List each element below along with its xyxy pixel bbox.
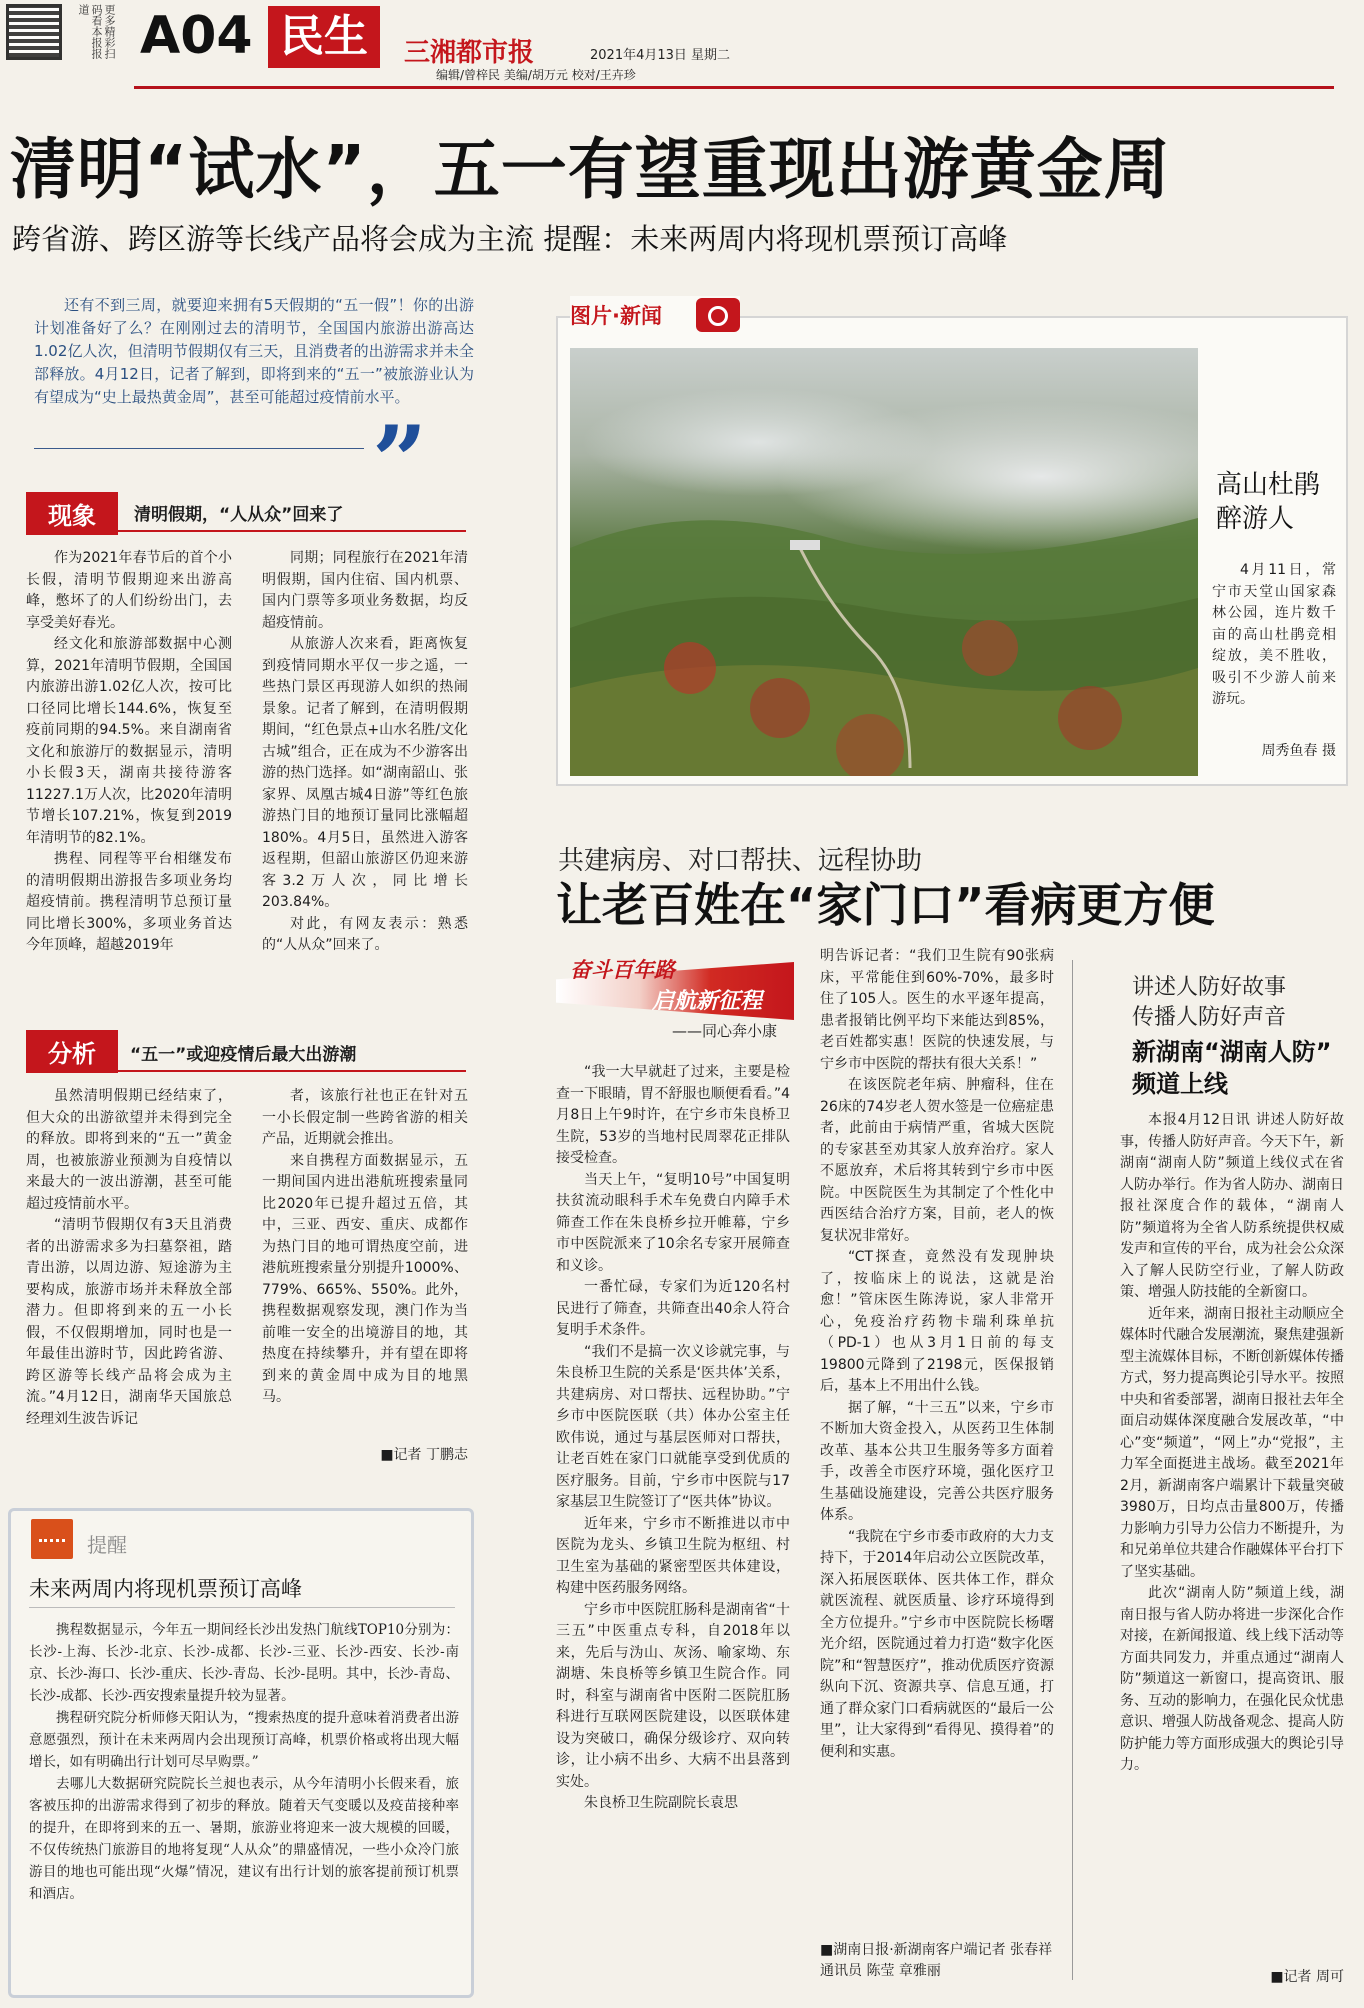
health-kicker: 共建病房、对口帮扶、远程协助 <box>558 846 923 876</box>
badge-line2: 启航新征程 <box>652 989 763 1014</box>
paragraph: 近年来，宁乡市不断推进以市中医院为龙头、乡镇卫生院为枢纽、村卫生室为基础的紧密型医共体建设，构建中医药服务网络。 <box>556 1515 790 1596</box>
paragraph: “我们不是搞一次义诊就完事，与朱良桥卫生院的关系是‘医共体’关系，共建病房、对口帮扶、远程协助。”宁乡市中医院医联（共）体办公室主任欧伟说，通过与基层医师对口帮扶，让老百姓在家门口就能享受到优质的医疗服务。目前，宁乡市中医院与17家基层卫生院签订了“医共体”协议。 <box>556 1343 790 1510</box>
health-title: 让老百姓在“家门口”看病更方便 <box>556 878 1215 932</box>
rf-line4: 频道上线 <box>1132 1070 1228 1098</box>
paragraph: 经文化和旅游部数据中心测算，2021年清明节假期，全国国内旅游出游1.02亿人次，按可比口径同比增长144.6%，恢复至疫前同期的94.5%。来自湖南省文化和旅游厅的数据显示，清明小长假3天，湖南共接待游客11227.1万人次，比2020年清明节增长107.21%，恢复到2019年清明节的82.1%。 <box>26 636 232 846</box>
paragraph: 据了解，“十三五”以来，宁乡市不断加大资金投入，从医药卫生体制改革、基本公共卫生服务等多方面着手，改善全市医疗环境，强化医疗卫生基础设施建设，完善公共医疗服务体系。 <box>820 1399 1054 1523</box>
xianxiang-col1 <box>26 548 232 957</box>
health-col1 <box>556 1062 790 1815</box>
reminder-rule <box>29 1607 455 1608</box>
reminder-icon <box>31 1519 73 1559</box>
paragraph: 者，该旅行社也正在针对五一小长假定制一些跨省游的相关产品，近期就会推出。 <box>262 1088 468 1147</box>
lead-text: 还有不到三周，就要迎来拥有5天假期的“五一假”！你的出游计划准备好了么？在刚刚过去的清明节，全国国内旅游出游高达1.02亿人次，但清明节假期仅有三天，且消费者的出游需求并未全部释放。4月12日，记者了解到，即将到来的“五一”被旅游业认为有望成为“史上最热黄金周”，甚至可能超过疫情前水平。 <box>34 296 474 406</box>
rf-line2: 传播人防好声音 <box>1132 1005 1287 1030</box>
qr-caption: 更多精彩扫码看本报报道 <box>77 4 116 59</box>
rf-body <box>1120 1110 1344 1777</box>
paragraph: “CT探查，竟然没有发现肿块了，按临床上的说法，这就是治愈！”管床医生陈涛说，家人非常开心，免疫治疗药物卡瑞利珠单抗（PD-1）也从3月1日前的每支19800元降到了2198元，医保报销后，基本上不用出什么钱。 <box>820 1249 1054 1394</box>
health-byline: ■湖南日报·新湖南客户端记者 张春祥 通讯员 陈莹 章雅丽 <box>820 1942 1053 1979</box>
paragraph: 此次“湖南人防”频道上线，湖南日报与省人防办将进一步深化合作对接，在新闻报道、线上线下活动等方面共同发力，并重点通过“湖南人防”频道这一新窗口，提高资讯、服务、互动的影响力，在强化民众忧患意识、增强人防战备观念、提高人防防护能力等方面形成强大的舆论引导力。 <box>1120 1585 1344 1773</box>
photo-news-tag-label: 图片·新闻 <box>570 304 662 328</box>
paragraph: “我一大早就赶了过来，主要是检查一下眼睛，胃不舒服也顺便看看。”4月8日上午9时许，在宁乡市朱良桥卫生院，53岁的当地村民周翠花正排队接受检查。 <box>556 1064 790 1166</box>
photo-credit: 周秀鱼春 摄 <box>1261 743 1336 759</box>
reminder-title: 未来两周内将现机票预订高峰 <box>29 1577 302 1601</box>
paper-name: 三湘都市报 <box>404 38 535 68</box>
fenxi-rule <box>26 1070 466 1072</box>
fenxi-byline: ■记者 丁鹏志 <box>380 1447 468 1463</box>
photo-caption <box>1212 560 1336 711</box>
paragraph: “我院在宁乡市委市政府的大力支持下，于2014年启动公立医院改革，深入拓展医联体、医共体工作，群众就医流程、就医质量、诊疗环境得到全方位提升。”宁乡市中医院院长杨曙光介绍，医院通过着力打造“数字化医院”和“智慧医疗”，推动优质医疗资源纵向下沉、资源共享、信息互通，打通了群众家门口看病就医的“最后一公里”，让大家得到“看得见、摸得着”的便利和实惠。 <box>820 1528 1054 1760</box>
reminder-box <box>8 1508 474 1998</box>
page-number: A04 <box>140 6 253 66</box>
sub-headline: 跨省游、跨区游等长线产品将会成为主流 提醒：未来两周内将现机票预订高峰 <box>12 222 1008 256</box>
reminder-tag: 提醒 <box>87 1533 127 1557</box>
fenxi-title: “五一”或迎疫情后最大出游潮 <box>130 1045 357 1065</box>
paragraph: “清明节假期仅有3天且消费者的出游需求多为扫墓祭祖，踏青出游，以周边游、短途游为主要构成，旅游市场并未释放全部潜力。但即将到来的五一小长假，不仅假期增加，同时也是一年最佳出游时节，因此跨省游、跨区游等长线产品将会成为主流。”4月12日，湖南华天国旅总经理刘生波告诉记 <box>26 1217 232 1427</box>
paragraph: 近年来，湖南日报社主动顺应全媒体时代融合发展潮流，聚焦建强新型主流媒体目标，不断创新媒体传播方式，努力提高舆论引导水平。按照中央和省委部署，湖南日报社去年全面启动媒体深度融合发展改革，“中心”变“频道”，“网上”办“党报”，主力军全面挺进主战场。截至2021年2月，新湖南客户端累计下载量突破3980万，日均点击量800万，传播力影响力引导力公信力不断提升，为和兄弟单位共建合作融媒体平台打下了坚实基础。 <box>1120 1305 1344 1580</box>
paragraph: 去哪儿大数据研究院院长兰昶也表示，从今年清明小长假来看，旅客被压抑的出游需求得到了初步的释放。随着天气变暖以及疫苗接种率的提升，在即将到来的五一、暑期，旅游业将迎来一波大规模的回暖，不仅传统热门旅游目的地将复现“人从众”的鼎盛情况，一些小众冷门旅游目的地也可能出现“火爆”情况，建议有出行计划的旅客提前预订机票和酒店。 <box>29 1776 459 1902</box>
paragraph: 携程数据显示，今年五一期间经长沙出发热门航线TOP10分别为：长沙-上海、长沙-北京、长沙-成都、长沙-三亚、长沙-西安、长沙-南京、长沙-海口、长沙-重庆、长沙-青岛、长沙-昆明。其中，长沙-青岛、长沙-成都、长沙-西安搜索量提升较为显著。 <box>29 1622 459 1704</box>
masthead-rule <box>134 86 1334 89</box>
paragraph: 当天上午，“复明10号”中国复明扶贫流动眼科手术车免费白内障手术筛查工作在朱良桥乡拉开帷幕，宁乡市中医院派来了10余名专家开展筛查和义诊。 <box>556 1171 790 1274</box>
paragraph: 朱良桥卫生院副院长袁思 <box>584 1795 738 1811</box>
section-badge: 民生 <box>268 6 380 68</box>
camera-icon <box>696 298 740 332</box>
paragraph: 同期；同程旅行在2021年清明假期，国内住宿、国内机票、国内门票等多项业务数据，均反超疫情前。 <box>262 550 468 631</box>
issue-date: 2021年4月13日 星期二 <box>590 48 731 63</box>
photo-title-line2: 醉游人 <box>1216 504 1295 534</box>
badge-sub: ——同心奔小康 <box>672 1022 778 1040</box>
photo-caption-text: 4月11日，常宁市天堂山国家森林公园，连片数千亩的高山杜鹃竞相绽放，美不胜收，吸引不少游人前来游玩。 <box>1212 562 1336 707</box>
paragraph: 作为2021年春节后的首个小长假，清明节假期迎来出游高峰，憋坏了的人们纷纷出门，去享受美好春光。 <box>26 550 232 631</box>
paragraph: 一番忙碌，专家们为近120名村民进行了筛查，共筛查出40余人符合复明手术条件。 <box>556 1279 790 1338</box>
paragraph: 携程研究院分析师修天阳认为，“搜索热度的提升意味着消费者出游意愿强烈，预计在未来两周内会出现预订高峰，机票价格或将出现大幅增长，如有明确出行计划可尽早购票。” <box>29 1710 459 1770</box>
main-headline: 清明“试水”，五一有望重现出游黄金周 <box>10 131 1171 208</box>
tag-xianxiang: 现象 <box>26 492 118 535</box>
rf-line3: 新湖南“湖南人防” <box>1132 1038 1332 1066</box>
qr-code <box>6 4 62 60</box>
paragraph: 对此，有网友表示：熟悉的“人从众”回来了。 <box>262 915 468 953</box>
paragraph: 从旅游人次来看，距离恢复到疫情同期水平仅一步之遥，一些热门景区再现游人如织的热闹景象。记者了解到，在清明假期期间，“红色景点+山水名胜/文化古城”组合，正在成为不少游客出游的热门选择。如“湖南韶山、张家界、凤凰古城4日游”等红色旅游热门目的地预订量同比涨幅超180%。4月5日，虽然进入游客返程期，但韶山旅游区仍迎来游客3.2万人次，同比增长203.84%。 <box>262 636 468 910</box>
lead-paragraph <box>34 294 474 409</box>
column-divider <box>1072 960 1073 1980</box>
xianxiang-col2 <box>262 548 468 957</box>
xianxiang-rule <box>26 530 466 532</box>
paragraph: 在该医院老年病、肿瘤科，住在26床的74岁老人贺水签是一位癌症患者，此前由于病情严重，省城大医院的专家甚至劝其家人放弃治疗。家人不愿放弃，术后将其转到宁乡市中医院。中医院医生为其制定了个性化中西医结合治疗方案，目前，老人的恢复状况非常好。 <box>820 1077 1054 1244</box>
fenxi-col2 <box>262 1086 468 1409</box>
lead-divider <box>34 448 364 449</box>
campaign-badge <box>556 950 804 1050</box>
rf-byline: ■记者 周可 <box>1270 1969 1344 1985</box>
photo-title-line1: 高山杜鹃 <box>1216 470 1321 500</box>
reminder-body <box>29 1619 459 1905</box>
masthead <box>0 0 1364 92</box>
paragraph: 虽然清明假期已经结束了，但大众的出游欲望并未得到完全的释放。即将到来的“五一”黄金周，也被旅游业预测为自疫情以来最大的一波出游潮，甚至可能超过疫情前水平。 <box>26 1088 232 1212</box>
tag-fenxi: 分析 <box>26 1030 118 1073</box>
paragraph: 携程、同程等平台相继发布的清明假期出游报告多项业务均超疫情前。携程清明节总预订量同比增长300%，多项业务首达今年顶峰，超越2019年 <box>26 851 232 953</box>
editors-line: 编辑/曾梓民 美编/胡万元 校对/王卉珍 <box>436 68 636 82</box>
quote-mark-icon: ” <box>372 405 428 518</box>
badge-line1: 奋斗百年路 <box>570 958 675 982</box>
paragraph: 来自携程方面数据显示，五一期间国内进出港航班搜索量同比2020年已提升超过五倍，其中，三亚、西安、重庆、成都作为热门目的地可谓热度空前，进港航班搜索量分别提升1000%、779%、665%、550%。此外，携程数据观察发现，澳门作为当前唯一安全的出境游目的地，其热度在持续攀升，并有望在即将到来的黄金周中成为目的地黑马。 <box>262 1152 468 1405</box>
health-col2 <box>820 946 1054 1763</box>
landscape-photo <box>570 348 1198 776</box>
paragraph: 本报4月12日讯 讲述人防好故事，传播人防好声音。今天下午，新湖南“湖南人防”频道上线仪式在省人防办举行。作为省人防办、湖南日报社深度合作的载体，“湖南人防”频道将为全省人防系统提供权威发声和宣传的平台，成为社会公众深入了解人民防空行业，了解人防政策、增强人防技能的全新窗口。 <box>1120 1112 1344 1300</box>
paragraph: 明告诉记者：“我们卫生院有90张病床，平常能住到60%-70%，最多时住了105人。医生的水平逐年提高，患者报销比例平均下来能达到85%，老百姓都实惠！医院的快速发展，与宁乡市中医院的帮扶有很大关系！” <box>820 948 1054 1072</box>
fenxi-col1 <box>26 1086 232 1430</box>
rf-line1: 讲述人防好故事 <box>1132 975 1287 1000</box>
paragraph: 宁乡市中医院肛肠科是湖南省“十三五”中医重点专科，自2018年以来，先后与沩山、灰汤、喻家坳、东湖塘、朱良桥等乡镇卫生院合作。同时，科室与湖南省中医附二医院肛肠科进行互联网医院建设，以医联体建设为突破口，确保分级诊疗、双向转诊，让小病不出乡、大病不出县落到实处。 <box>556 1601 790 1790</box>
xianxiang-title: 清明假期，“人从众”回来了 <box>134 505 344 525</box>
